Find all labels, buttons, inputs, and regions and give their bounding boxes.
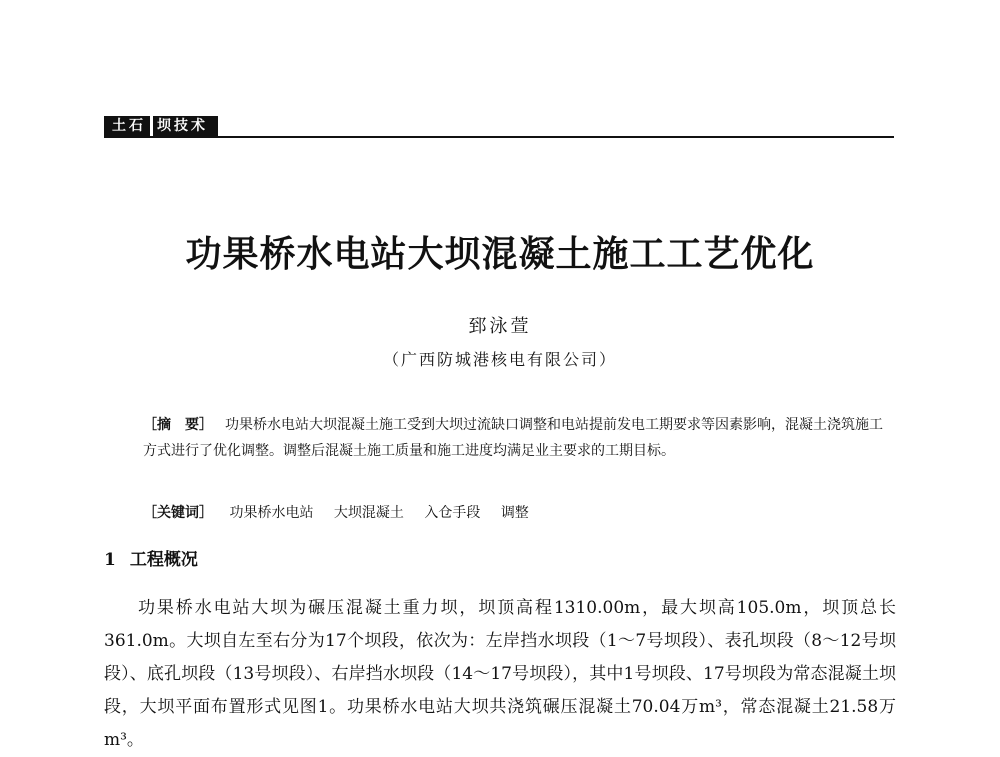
section-title: 工程概况 [129,550,198,570]
abstract-paragraph [143,412,883,464]
author-affiliation: （广西防城港核电有限公司） [382,350,617,369]
header-rule [104,136,894,138]
abstract-label: ［摘 要］ [143,417,213,433]
section-heading [104,545,198,570]
keywords [143,500,883,526]
keywords-label: ［关键词］ [143,505,213,521]
section-tag-label-a: 土石 [104,116,150,137]
author-name: 郅泳萱 [468,316,532,337]
section-number: 1 [104,550,116,570]
keyword: 大坝混凝土 [333,505,404,521]
paragraph: 功果桥水电站大坝为碾压混凝土重力坝，坝顶高程1310.00m，最大坝高105.0m，坝顶总长361.0m。大坝自左至右分为17个坝段，依次为：左岸挡水坝段（1～7号坝段）、表孔坝段（8～12号坝段）、底孔坝段（13号坝段）、右岸挡水坝段（14～17号坝段），其中1号坝段、17号坝段为常态混凝土坝段，大坝平面布置形式见图1。功果桥水电站大坝共浇筑碾压混凝土70.04万m³，常态混凝土21.58万m³。 [104,598,896,750]
keyword: 功果桥水电站 [229,505,314,521]
article-title: 功果桥水电站大坝混凝土施工工艺优化 [185,233,815,275]
keyword: 调整 [500,505,529,521]
section-tag [104,116,218,137]
section-tag-label-b: 坝技术 [153,116,218,137]
abstract [143,412,883,464]
abstract-text: 功果桥水电站大坝混凝土施工受到大坝过流缺口调整和电站提前发电工期要求等因素影响，混凝土浇筑施工方式进行了优化调整。调整后混凝土施工质量和施工进度均满足业主要求的工期目标。 [143,417,883,459]
body-text [104,592,896,757]
keyword: 入仓手段 [424,505,481,521]
